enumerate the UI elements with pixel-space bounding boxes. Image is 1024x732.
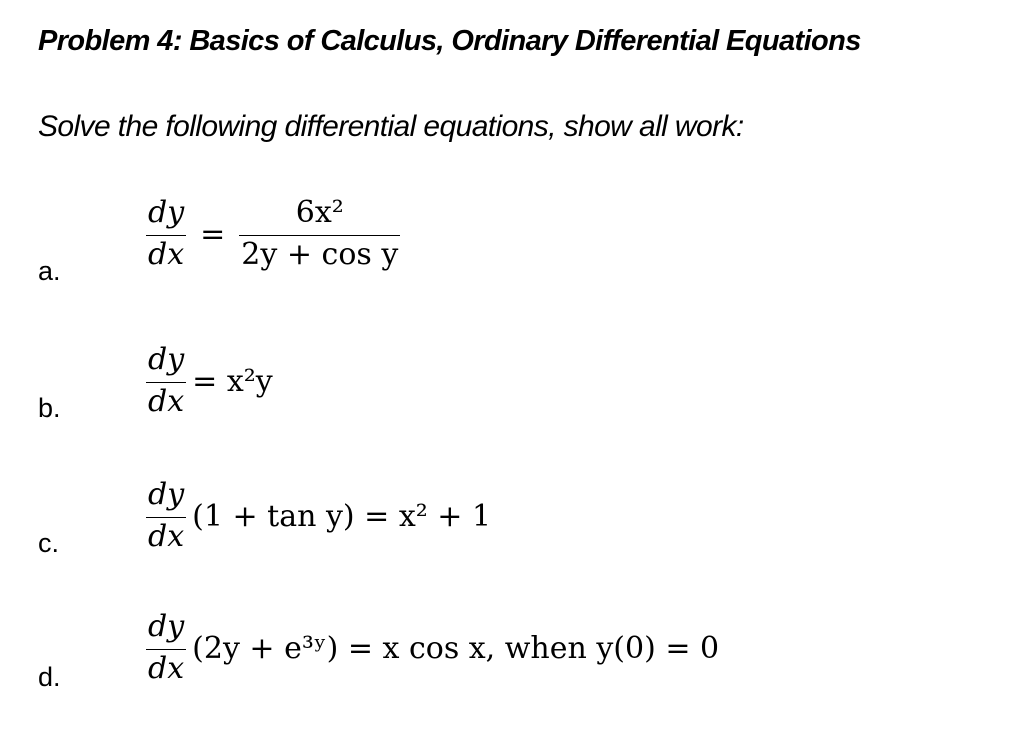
problem-label-d: d. bbox=[38, 662, 61, 692]
derivative-fraction-c bbox=[146, 478, 186, 554]
fraction-denominator: dx bbox=[148, 518, 185, 554]
rhs-numerator: 6x² bbox=[295, 195, 344, 230]
derivative-fraction-a bbox=[146, 196, 186, 272]
fraction-numerator: dy bbox=[148, 195, 185, 230]
fraction-numerator: dy bbox=[148, 609, 185, 644]
instructions-text: Solve the following differential equations, show all work: bbox=[38, 110, 744, 143]
fraction-denominator: dx bbox=[148, 650, 185, 686]
equals-sign: = bbox=[200, 216, 226, 252]
equation-d bbox=[146, 610, 719, 686]
fraction-bar bbox=[146, 649, 186, 650]
fraction-denominator: dx bbox=[148, 236, 185, 272]
fraction-bar bbox=[239, 235, 400, 236]
equation-rhs-d: (2y + e³ʸ) = x cos x, when y(0) = 0 bbox=[192, 630, 720, 666]
problem-label-b: b. bbox=[38, 393, 61, 423]
rhs-fraction-a bbox=[239, 196, 400, 272]
fraction-bar bbox=[146, 235, 186, 236]
fraction-denominator: dx bbox=[148, 383, 185, 419]
fraction-bar bbox=[146, 517, 186, 518]
problem-title: Problem 4: Basics of Calculus, Ordinary Differential Equations bbox=[38, 25, 861, 57]
equation-b bbox=[146, 343, 273, 419]
equation-c bbox=[146, 478, 491, 554]
fraction-numerator: dy bbox=[148, 342, 185, 377]
derivative-fraction-b bbox=[146, 343, 186, 419]
equation-rhs-b: = x²y bbox=[192, 363, 273, 399]
problem-label-c: c. bbox=[38, 528, 60, 558]
problem-label-a: a. bbox=[38, 256, 61, 286]
fraction-numerator: dy bbox=[148, 477, 185, 512]
fraction-bar bbox=[146, 382, 186, 383]
derivative-fraction-d bbox=[146, 610, 186, 686]
equation-a bbox=[146, 196, 400, 272]
equation-rhs-c: (1 + tan y) = x² + 1 bbox=[192, 498, 492, 534]
rhs-denominator: 2y + cos y bbox=[241, 236, 399, 272]
